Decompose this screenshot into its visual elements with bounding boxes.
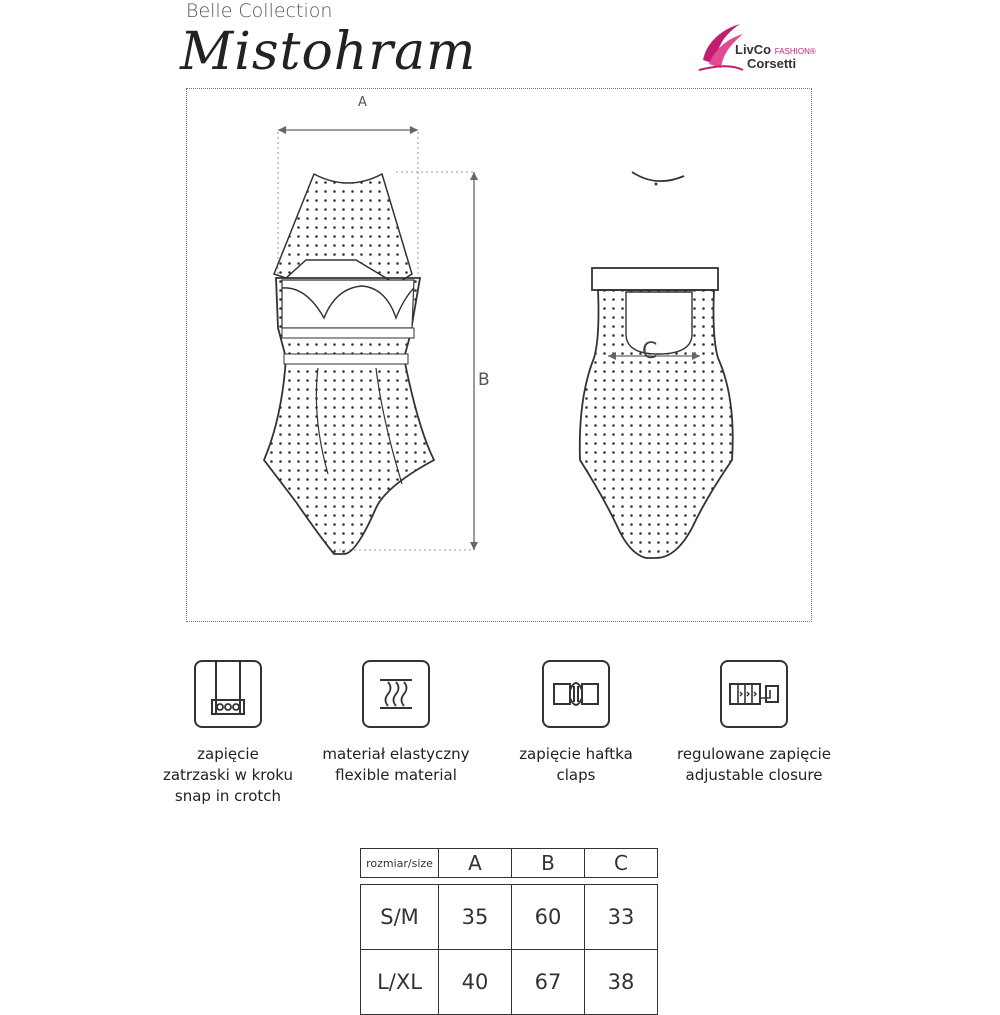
front-view — [264, 174, 434, 554]
size-label: L/XL — [361, 950, 439, 1015]
feature-1-line-2: zatrzaski w kroku — [162, 766, 294, 784]
snap-crotch-icon — [194, 660, 262, 728]
size-table — [360, 848, 658, 1015]
logo-fashion: FASHION® — [774, 47, 816, 56]
flexible-material-icon — [362, 660, 430, 728]
feature-1-line-3: snap in crotch — [174, 787, 282, 805]
hook-clasp-icon — [542, 660, 610, 728]
feature-hook-clasp — [491, 660, 661, 786]
value-b: 60 — [512, 885, 585, 950]
garment-diagram — [186, 88, 812, 622]
header-c: C — [585, 849, 658, 878]
feature-2-line-2: flexible material — [335, 766, 457, 784]
feature-adjustable-closure — [669, 660, 839, 786]
back-view — [580, 172, 733, 558]
model-name: Mistohram — [180, 22, 477, 82]
header-b: B — [512, 849, 585, 878]
label-c: C — [642, 339, 658, 364]
feature-2-line-1: materiał elastyczny — [322, 745, 470, 763]
size-table-header — [361, 849, 658, 878]
logo-corsetti: Corsetti — [747, 56, 797, 71]
collection-name: Belle Collection — [186, 0, 333, 22]
value-c: 38 — [585, 950, 658, 1015]
value-a: 35 — [439, 885, 512, 950]
logo-livco: LivCo — [735, 42, 772, 57]
feature-snap-crotch — [143, 660, 313, 807]
header-a: A — [439, 849, 512, 878]
label-b: B — [478, 370, 490, 390]
table-row — [361, 950, 658, 1015]
feature-1-line-1: zapięcie — [197, 745, 259, 763]
value-c: 33 — [585, 885, 658, 950]
feature-4-line-1: regulowane zapięcie — [676, 745, 832, 763]
header-size: rozmiar/size — [361, 849, 439, 878]
feature-3-line-1: zapięcie haftka — [519, 745, 633, 763]
adjustable-closure-icon — [720, 660, 788, 728]
feature-3-line-2: claps — [556, 766, 596, 784]
feature-4-line-2: adjustable closure — [685, 766, 823, 784]
size-label: S/M — [361, 885, 439, 950]
feature-flexible-material — [311, 660, 481, 786]
table-row — [361, 885, 658, 950]
brand-logo — [695, 20, 825, 80]
label-a: A — [358, 95, 367, 110]
value-a: 40 — [439, 950, 512, 1015]
value-b: 67 — [512, 950, 585, 1015]
